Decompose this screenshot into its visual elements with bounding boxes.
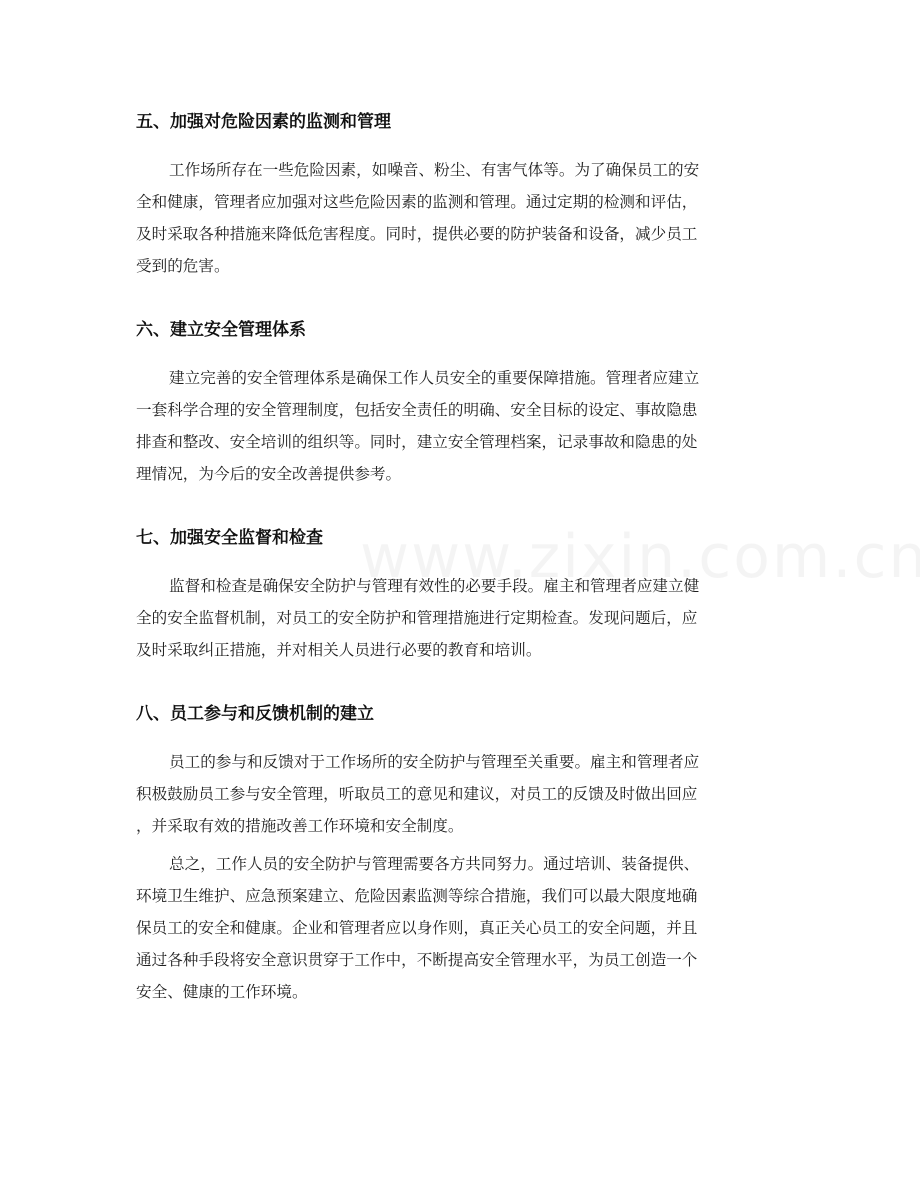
section-heading-7: 七、加强安全监督和检查 <box>136 528 323 548</box>
section-heading-8: 八、员工参与和反馈机制的建立 <box>136 704 374 724</box>
paragraph-line: 积极鼓励员工参与安全管理，听取员工的意见和建议，对员工的反馈及时做出回应 <box>136 785 698 803</box>
paragraph-line: 总之，工作人员的安全防护与管理需要各方共同努力。通过培训、装备提供、 <box>169 855 700 873</box>
conclusion-paragraph <box>136 848 786 1008</box>
section-paragraph-7 <box>136 570 786 666</box>
paragraph-line: 全的安全监督机制，对员工的安全防护和管理措施进行定期检查。发现问题后，应 <box>136 609 698 627</box>
paragraph-line: 及时采取纠正措施，并对相关人员进行必要的教育和培训。 <box>136 641 542 659</box>
paragraph-line: 一套科学合理的安全管理制度，包括安全责任的明确、安全目标的设定、事故隐患 <box>136 401 698 419</box>
paragraph-line: 受到的危害。 <box>136 257 230 275</box>
paragraph-line: 监督和检查是确保安全防护与管理有效性的必要手段。雇主和管理者应建立健 <box>169 577 700 595</box>
section-heading-6: 六、建立安全管理体系 <box>136 320 306 340</box>
paragraph-line: 通过各种手段将安全意识贯穿于工作中，不断提高安全管理水平，为员工创造一个 <box>136 951 698 969</box>
paragraph-line: 理情况，为今后的安全改善提供参考。 <box>136 465 402 483</box>
paragraph-line: 员工的参与和反馈对于工作场所的安全防护与管理至关重要。雇主和管理者应 <box>169 753 700 771</box>
paragraph-line: 全和健康，管理者应加强对这些危险因素的监测和管理。通过定期的检测和评估， <box>136 193 698 211</box>
paragraph-line: 保员工的安全和健康。企业和管理者应以身作则，真正关心员工的安全问题，并且 <box>136 919 698 937</box>
paragraph-line: 环境卫生维护、应急预案建立、危险因素监测等综合措施，我们可以最大限度地确 <box>136 887 698 905</box>
paragraph-line: 安全、健康的工作环境。 <box>136 983 308 1001</box>
section-paragraph-6 <box>136 362 786 490</box>
section-paragraph-5 <box>136 154 786 282</box>
paragraph-line: ，并采取有效的措施改善工作环境和安全制度。 <box>136 817 464 835</box>
paragraph-line: 建立完善的安全管理体系是确保工作人员安全的重要保障措施。管理者应建立 <box>169 369 700 387</box>
paragraph-line: 排查和整改、安全培训的组织等。同时，建立安全管理档案，记录事故和隐患的处 <box>136 433 698 451</box>
section-paragraph-8 <box>136 746 786 842</box>
paragraph-line: 工作场所存在一些危险因素，如噪音、粉尘、有害气体等。为了确保员工的安 <box>169 161 700 179</box>
paragraph-line: 及时采取各种措施来降低危害程度。同时，提供必要的防护装备和设备，减少员工 <box>136 225 698 243</box>
section-heading-5: 五、加强对危险因素的监测和管理 <box>136 112 391 132</box>
